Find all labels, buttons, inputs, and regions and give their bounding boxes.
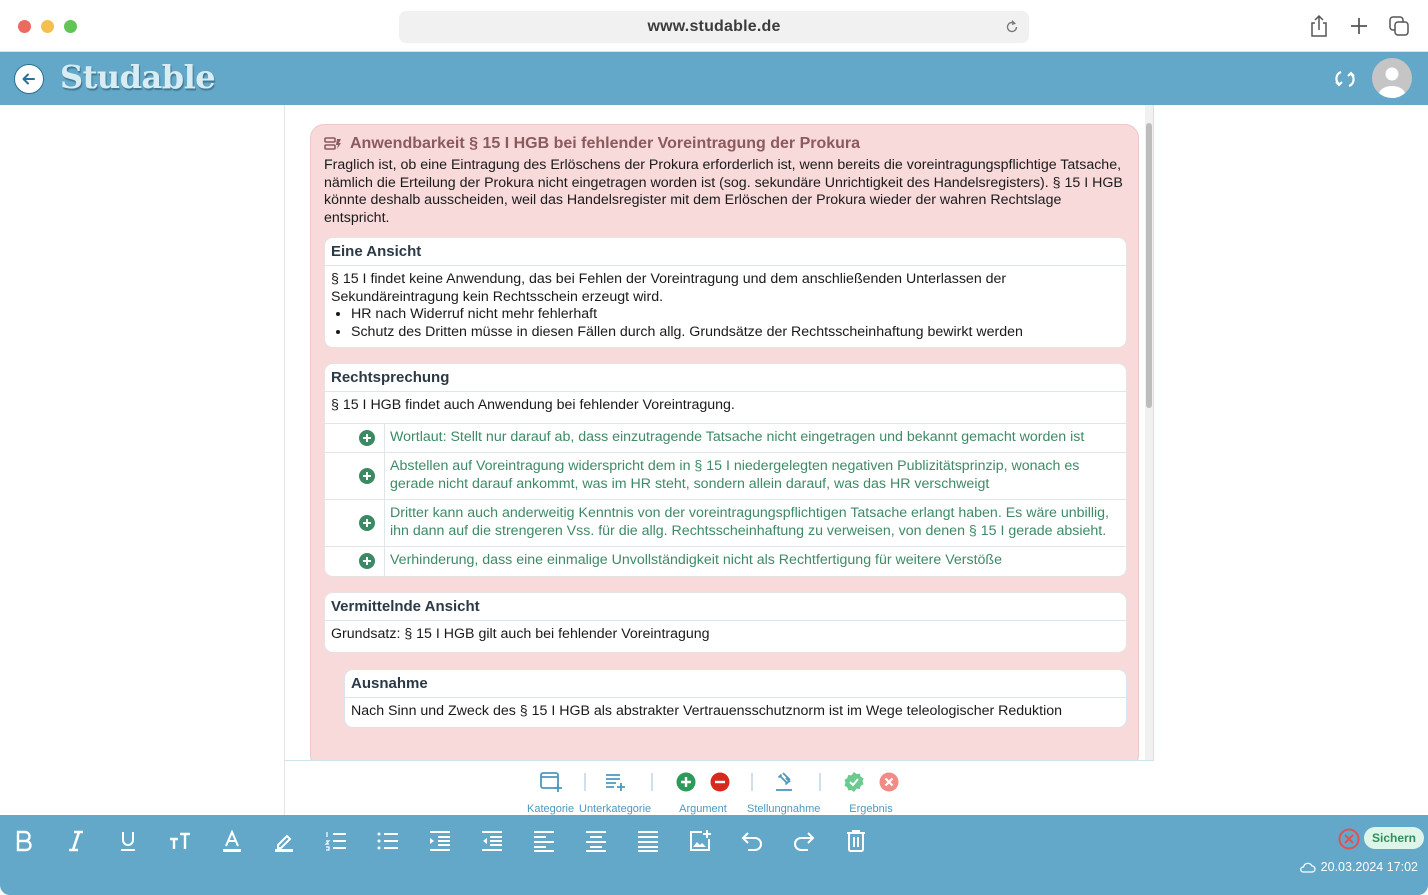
vertical-scrollbar[interactable]	[1145, 105, 1153, 760]
window-controls	[18, 20, 77, 33]
add-result-button[interactable]: Ergebnis	[843, 771, 899, 815]
bullet-list-button[interactable]	[374, 827, 402, 855]
add-category-button[interactable]: Kategorie	[527, 771, 574, 815]
close-window-button[interactable]	[18, 20, 31, 33]
opinion-text: Grundsatz: § 15 I HGB gilt auch bei fehlender Voreintragung	[331, 625, 710, 642]
category-text: Fraglich ist, ob eine Eintragung des Erlöschens der Prokura erforderlich ist, wenn bereits die voreintragungspflichtige Tatsache, nämlich die Erteilung der Prokura nicht eingetragen worden ist (sog. sekundäre Unrichtigkeit des Handelsregisters). § 15 I HGB könnte deshalb ausscheiden, weil das Handelsregister mit dem Erlöschen der Prokura wieder der wahren Rechtslage entspricht.	[324, 157, 1123, 226]
result-positive-icon[interactable]	[843, 771, 865, 793]
zoom-window-button[interactable]	[64, 20, 77, 33]
toolbar-divider	[651, 773, 653, 791]
text-color-icon	[220, 829, 244, 853]
category-title: Anwendbarkeit § 15 I HGB bei fehlender Voreintragung der Prokura	[350, 135, 861, 152]
gavel-icon	[773, 772, 795, 792]
highlight-button[interactable]	[270, 827, 298, 855]
opinion-title: Vermittelnde Ansicht	[325, 593, 1126, 621]
text-color-button[interactable]	[218, 827, 246, 855]
pro-argument-icon	[359, 430, 375, 446]
arrow-left-icon	[21, 71, 37, 87]
align-left-icon	[532, 829, 556, 853]
cloud-icon	[1299, 861, 1316, 873]
formatting-toolbar	[0, 815, 1428, 895]
opinion-title: Eine Ansicht	[325, 238, 1126, 266]
opinion-text: § 15 I findet keine Anwendung, das bei Fehlen der Voreintragung und dem anschließenden Unterlassen der Sekundäreintragung kein Rechtsschein erzeugt wird.	[331, 271, 1007, 305]
app-logo: Studable	[60, 58, 216, 96]
argument-text: Dritter kann auch anderweitig Kenntnis von der voreintragungspflichtigen Tatsache erlangt haben. Es wäre unbillig, ihn dann auf die strengeren Vss. für die allg. Rechtsscheinhaftung zu verweisen, von denen § 15 I gerade absieht.	[390, 505, 1110, 539]
font-size-icon	[168, 829, 192, 853]
add-statement-button[interactable]: Stellungnahme	[747, 771, 820, 815]
bullet-list-icon	[376, 829, 400, 853]
save-button[interactable]: Sichern	[1364, 827, 1424, 849]
argument-row[interactable]	[325, 452, 1126, 499]
insert-toolbar	[285, 760, 1154, 815]
scrollbar-thumb[interactable]	[1146, 123, 1152, 408]
share-button[interactable]	[1308, 14, 1330, 38]
document-scroll-area	[285, 105, 1147, 760]
tabs-overview-button[interactable]	[1388, 14, 1410, 38]
undo-button[interactable]	[738, 827, 766, 855]
user-avatar-icon	[1372, 58, 1412, 98]
align-justify-icon	[636, 829, 660, 853]
align-left-button[interactable]	[530, 827, 558, 855]
argument-row[interactable]	[325, 423, 1126, 453]
highlighter-icon	[272, 829, 296, 853]
add-category-icon	[539, 771, 563, 793]
subcategory-card[interactable]	[344, 669, 1127, 728]
new-tab-button[interactable]	[1348, 14, 1370, 38]
underline-button[interactable]	[114, 827, 142, 855]
trash-icon	[844, 829, 868, 853]
category-icon	[324, 137, 342, 151]
add-pro-argument-icon[interactable]	[676, 772, 696, 792]
opinion-card[interactable]	[324, 592, 1127, 654]
bold-button[interactable]	[10, 827, 38, 855]
redo-button[interactable]	[790, 827, 818, 855]
add-subcategory-button[interactable]: Unterkategorie	[579, 771, 651, 815]
add-subcategory-icon	[604, 772, 626, 792]
url-text: www.studable.de	[647, 18, 781, 35]
italic-icon	[64, 829, 88, 853]
last-saved-timestamp: 20.03.2024 17:02	[1320, 860, 1418, 874]
delete-button[interactable]	[842, 827, 870, 855]
italic-button[interactable]	[62, 827, 90, 855]
insert-image-button[interactable]	[686, 827, 714, 855]
undo-icon	[740, 829, 764, 853]
redo-icon	[792, 829, 816, 853]
discard-button[interactable]	[1338, 828, 1360, 850]
add-contra-argument-icon[interactable]	[710, 772, 730, 792]
indent-icon	[428, 829, 452, 853]
reload-icon[interactable]	[1003, 18, 1021, 36]
argument-text: Abstellen auf Voreintragung widerspricht dem in § 15 I niedergelegten negativen Publizitätsprinzip, wonach es gerade nicht darauf ankommt, was im HR steht, sondern allein darauf, was das HR verschweigt	[390, 458, 1080, 492]
category-block[interactable]	[310, 124, 1139, 760]
plus-icon	[1349, 16, 1369, 36]
pro-argument-icon	[359, 515, 375, 531]
sync-icon	[1332, 66, 1358, 92]
indent-button[interactable]	[426, 827, 454, 855]
tabs-overview-icon	[1388, 15, 1410, 37]
close-circle-icon	[1338, 828, 1360, 850]
add-argument-button[interactable]: Argument	[676, 771, 730, 815]
list-item: • Schutz des Dritten müsse in diesen Fällen durch allg. Grundsätze der Rechtsscheinhaftung bewirkt werden	[351, 324, 1120, 342]
ordered-list-button[interactable]	[322, 827, 350, 855]
argument-text: Wortlaut: Stellt nur darauf ab, dass einzutragende Tatsache nicht eingetragen und bekannt gemacht worden ist	[390, 428, 1085, 445]
opinion-title: Rechtsprechung	[325, 364, 1126, 392]
subcategory-text: Nach Sinn und Zweck des § 15 I HGB als abstrakter Vertrauensschutznorm ist im Wege teleologischer Reduktion	[351, 703, 1063, 719]
share-icon	[1309, 14, 1329, 38]
align-center-button[interactable]	[582, 827, 610, 855]
pro-argument-icon	[359, 553, 375, 569]
bold-icon	[12, 829, 36, 853]
argument-row[interactable]	[325, 546, 1126, 576]
opinion-text: § 15 I HGB findet auch Anwendung bei fehlender Voreintragung.	[331, 397, 735, 413]
align-center-icon	[584, 829, 608, 853]
opinion-card[interactable]	[324, 237, 1127, 348]
sync-button[interactable]	[1332, 66, 1358, 92]
minimize-window-button[interactable]	[41, 20, 54, 33]
app-header	[0, 52, 1428, 105]
user-avatar[interactable]	[1372, 58, 1412, 98]
list-item: • HR nach Widerruf nicht mehr fehlerhaft	[351, 306, 1120, 324]
underline-icon	[116, 829, 140, 853]
toolbar-divider	[819, 773, 821, 791]
last-saved-info	[1299, 860, 1418, 874]
browser-chrome	[0, 0, 1428, 52]
document-page	[284, 105, 1154, 815]
result-negative-icon[interactable]	[879, 772, 899, 792]
opinion-bullet-list	[351, 306, 1120, 341]
address-bar[interactable]	[399, 11, 1029, 43]
pro-argument-icon	[359, 468, 375, 484]
align-justify-button[interactable]	[634, 827, 662, 855]
argument-text: Verhinderung, dass eine einmalige Unvollständigkeit nicht als Rechtfertigung für weitere Verstöße	[390, 552, 1002, 568]
argument-row[interactable]	[325, 499, 1126, 546]
back-button[interactable]	[14, 64, 44, 94]
font-size-button[interactable]	[166, 827, 194, 855]
opinion-card[interactable]	[324, 363, 1127, 577]
outdent-button[interactable]	[478, 827, 506, 855]
subcategory-title: Ausnahme	[345, 670, 1126, 698]
insert-image-icon	[688, 829, 712, 853]
ordered-list-icon	[324, 829, 348, 853]
outdent-icon	[480, 829, 504, 853]
